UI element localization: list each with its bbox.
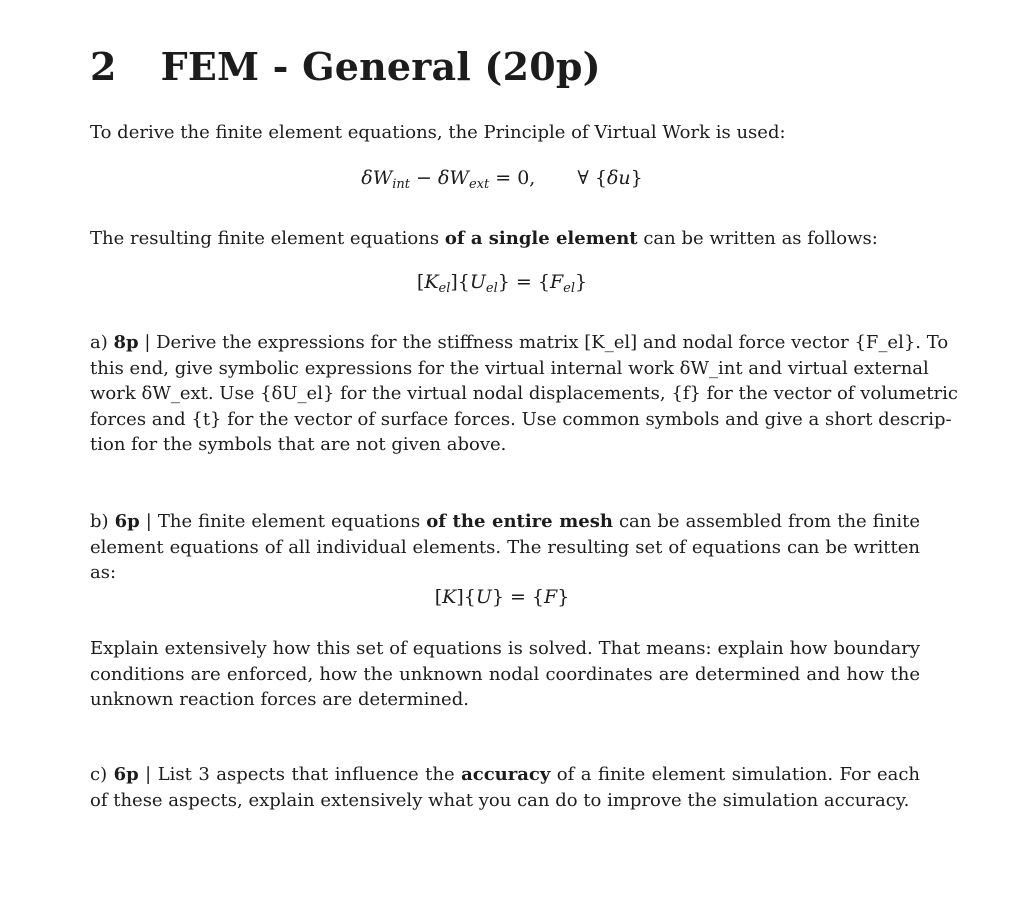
part-a-line-5: tion for the symbols that are not given above.	[90, 434, 507, 455]
part-b-separator: |	[139, 511, 158, 532]
part-c	[90, 762, 920, 813]
part-a-label: a)	[90, 332, 114, 353]
part-c-line-1	[90, 762, 920, 788]
resulting-suffix: can be written as follows:	[637, 228, 878, 249]
part-b	[90, 509, 920, 586]
section-heading	[90, 44, 601, 89]
part-c-bold: accuracy	[461, 764, 551, 785]
part-b-prefix: The finite element equations	[157, 511, 427, 532]
part-a-line-4: forces and {t} for the vector of surface forces. Use common symbols and give a short descrip-	[90, 408, 952, 430]
part-c-prefix: List 3 aspects that influence the	[157, 764, 462, 785]
resulting-prefix: The resulting finite element equations	[90, 228, 445, 249]
part-b-bold: of the entire mesh	[426, 511, 613, 532]
intro-paragraph	[90, 120, 920, 146]
part-a-text-1: Derive the expressions for the stiffness matrix [K_el] and nodal force vector {F_el}. To	[156, 332, 949, 353]
intro-text: To derive the finite element equations, the Principle of Virtual Work is used:	[90, 122, 786, 143]
section-number: 2	[90, 44, 117, 89]
part-b-explain-line-3: unknown reaction forces are determined.	[90, 689, 469, 710]
part-c-label: c)	[90, 764, 114, 785]
element-equation-text: $[K_{el}]\{U_{el}\} = \{F_{el}\}$	[416, 271, 588, 296]
section-title: FEM - General (20p)	[160, 44, 601, 89]
part-b-line-2: element equations of all individual elements. The resulting set of equations can be written	[90, 536, 920, 558]
part-b-line-1	[90, 509, 920, 535]
part-c-suffix: of a finite element simulation. For each	[550, 764, 920, 785]
part-b-explain-line-2: conditions are enforced, how the unknown nodal coordinates are determined and how the	[90, 663, 920, 685]
part-a-line-2: this end, give symbolic expressions for the virtual internal work δW_int and virtual external	[90, 357, 929, 379]
part-a-points: 8p	[113, 332, 139, 353]
part-a-line-3: work δW_ext. Use {δU_el} for the virtual nodal displacements, {f} for the vector of volumetric	[90, 383, 958, 404]
part-a-separator: |	[138, 332, 157, 353]
virtual-work-equation	[0, 167, 1004, 192]
resulting-bold: of a single element	[444, 228, 638, 249]
part-b-suffix: can be assembled from the finite	[612, 511, 920, 532]
part-b-explain-line-1: Explain extensively how this set of equations is solved. That means: explain how boundary	[90, 638, 920, 659]
global-equation-text: [K]{U} = {F}	[434, 586, 570, 608]
part-c-points: 6p	[113, 764, 139, 785]
part-b-label: b)	[90, 511, 115, 532]
part-b-line-3: as:	[90, 562, 117, 583]
part-a-line-1	[90, 330, 949, 356]
resulting-line	[90, 226, 920, 252]
virtual-work-equation-text: $\delta W_{int} - \delta W_{ext} = 0$, ∀ {δu}	[361, 167, 643, 192]
part-c-separator: |	[138, 764, 158, 785]
part-b-explain	[90, 636, 920, 713]
global-equation	[0, 586, 1004, 608]
resulting-paragraph	[90, 226, 920, 252]
element-equation	[0, 271, 1004, 296]
part-c-line-2: of these aspects, explain extensively what you can do to improve the simulation accuracy.	[90, 789, 910, 811]
part-b-points: 6p	[114, 511, 140, 532]
part-a	[90, 330, 958, 458]
